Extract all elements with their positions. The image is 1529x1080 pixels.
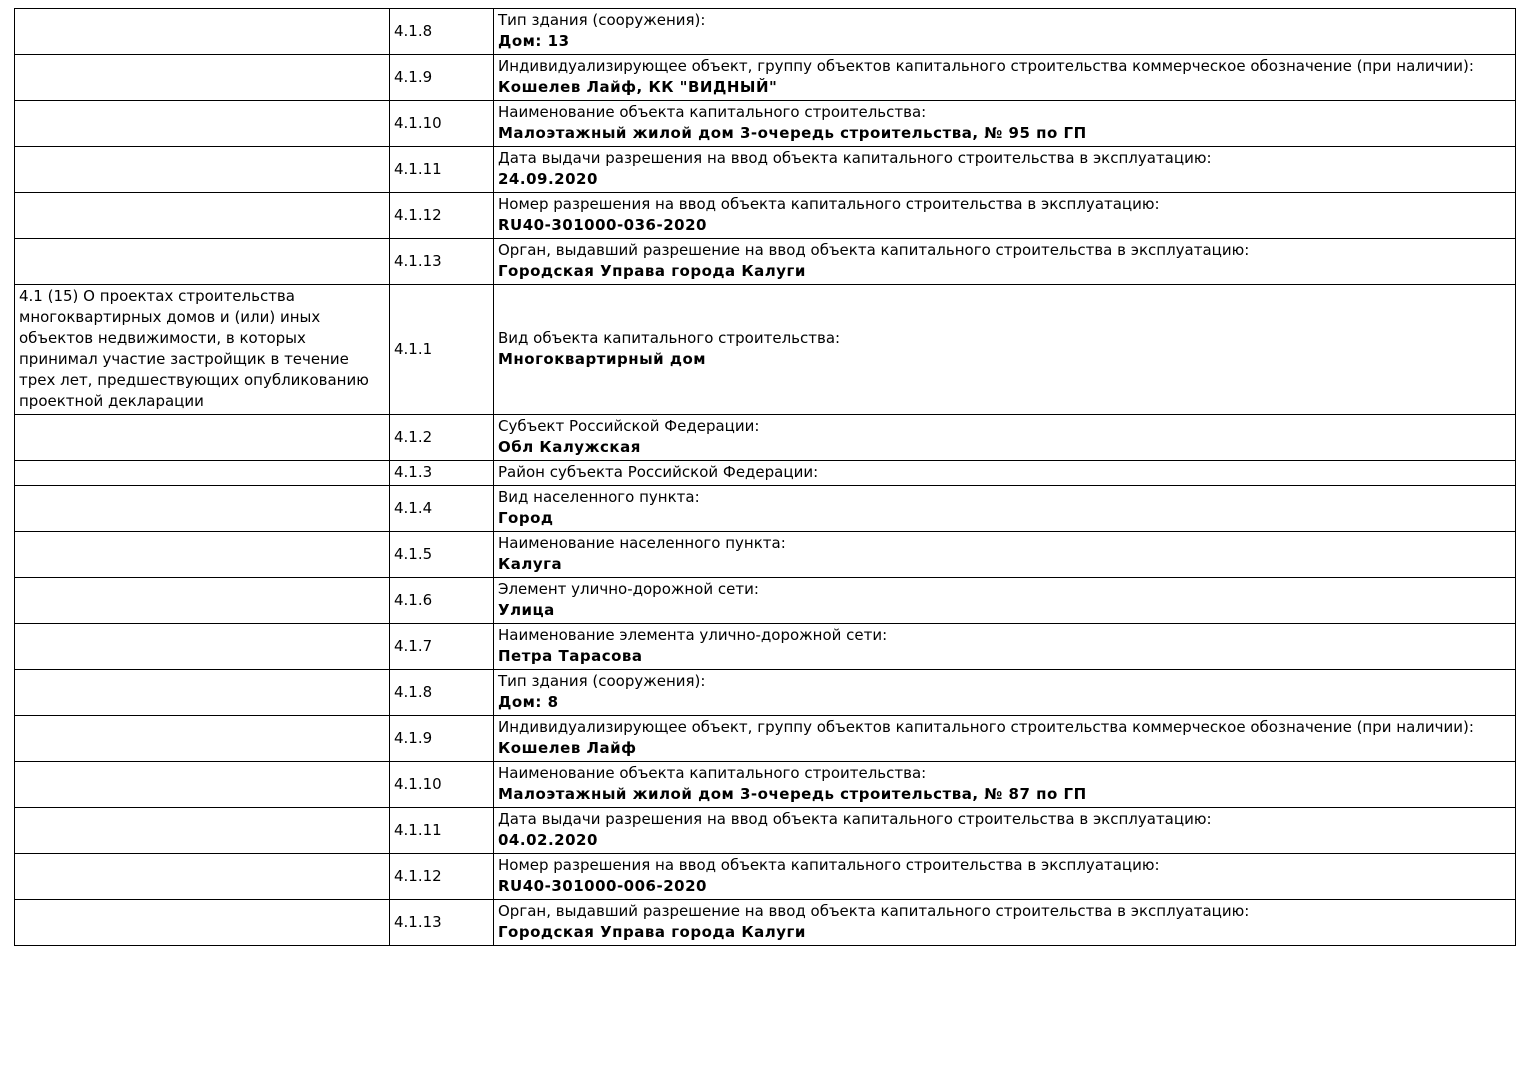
field-value: Город: [498, 509, 554, 527]
code-cell: [390, 578, 494, 624]
field-value: Многоквартирный дом: [498, 350, 707, 368]
section-cell: [15, 716, 390, 762]
field-value: RU40-301000-036-2020: [498, 216, 707, 234]
field-value: Обл Калужская: [498, 438, 641, 456]
field-label: Индивидуализирующее объект, группу объектов капитального строительства коммерческое обозначение (при наличии):: [498, 718, 1474, 736]
field-label: Орган, выдавший разрешение на ввод объекта капитального строительства в эксплуатацию:: [498, 902, 1250, 920]
code-cell: [390, 762, 494, 808]
code-cell: [390, 900, 494, 946]
section-cell: [15, 101, 390, 147]
code-text: 4.1.9: [394, 728, 433, 747]
table-row: [15, 808, 1516, 854]
table-row: [15, 55, 1516, 101]
table-row: [15, 670, 1516, 716]
content-cell: [494, 716, 1516, 762]
field-label: Район субъекта Российской Федерации:: [498, 463, 819, 481]
table-row: [15, 716, 1516, 762]
code-cell: [390, 285, 494, 415]
code-text: 4.1.13: [394, 251, 442, 270]
field-label: Наименование объекта капитального строительства:: [498, 103, 927, 121]
field-value: Дом: 8: [498, 693, 559, 711]
field-label: Орган, выдавший разрешение на ввод объекта капитального строительства в эксплуатацию:: [498, 241, 1250, 259]
table-row: [15, 147, 1516, 193]
field-label: Номер разрешения на ввод объекта капитального строительства в эксплуатацию:: [498, 856, 1160, 874]
code-text: 4.1.4: [394, 498, 433, 517]
code-text: 4.1.11: [394, 159, 442, 178]
content-cell: [494, 285, 1516, 415]
section-cell: [15, 461, 390, 486]
content-cell: [494, 9, 1516, 55]
code-text: 4.1.9: [394, 67, 433, 86]
field-value: 04.02.2020: [498, 831, 598, 849]
section-cell: [15, 762, 390, 808]
section-cell: [15, 9, 390, 55]
field-label: Дата выдачи разрешения на ввод объекта капитального строительства в эксплуатацию:: [498, 149, 1212, 167]
field-label: Элемент улично-дорожной сети:: [498, 580, 759, 598]
table-row: [15, 239, 1516, 285]
code-text: 4.1.8: [394, 682, 433, 701]
table-row: [15, 532, 1516, 578]
code-cell: [390, 532, 494, 578]
field-value: 24.09.2020: [498, 170, 598, 188]
table-row: [15, 624, 1516, 670]
section-cell: [15, 808, 390, 854]
content-cell: [494, 624, 1516, 670]
section-cell: [15, 624, 390, 670]
code-cell: [390, 716, 494, 762]
content-cell: [494, 670, 1516, 716]
table-row: [15, 415, 1516, 461]
field-value: Малоэтажный жилой дом 3-очередь строительства, № 95 по ГП: [498, 124, 1087, 142]
code-text: 4.1.7: [394, 636, 433, 655]
field-value: Улица: [498, 601, 555, 619]
table-row: [15, 9, 1516, 55]
field-label: Тип здания (сооружения):: [498, 11, 706, 29]
code-cell: [390, 55, 494, 101]
field-value: Калуга: [498, 555, 563, 573]
content-cell: [494, 55, 1516, 101]
section-cell: [15, 900, 390, 946]
code-text: 4.1.12: [394, 866, 442, 885]
section-cell: [15, 55, 390, 101]
section-cell: [15, 193, 390, 239]
content-cell: [494, 239, 1516, 285]
field-value: Городская Управа города Калуги: [498, 262, 806, 280]
code-text: 4.1.10: [394, 774, 442, 793]
section-cell: [15, 578, 390, 624]
field-label: Индивидуализирующее объект, группу объектов капитального строительства коммерческое обозначение (при наличии):: [498, 57, 1474, 75]
table-row: [15, 101, 1516, 147]
content-cell: [494, 762, 1516, 808]
code-text: 4.1.8: [394, 21, 433, 40]
project-declaration-table: [14, 8, 1516, 946]
code-cell: [390, 239, 494, 285]
field-value: Городская Управа города Калуги: [498, 923, 806, 941]
content-cell: [494, 808, 1516, 854]
field-value: Петра Тарасова: [498, 647, 643, 665]
field-label: Дата выдачи разрешения на ввод объекта капитального строительства в эксплуатацию:: [498, 810, 1212, 828]
field-label: Вид населенного пункта:: [498, 488, 700, 506]
code-text: 4.1.5: [394, 544, 433, 563]
table-row: [15, 193, 1516, 239]
code-cell: [390, 670, 494, 716]
table-row: [15, 578, 1516, 624]
field-label: Наименование населенного пункта:: [498, 534, 786, 552]
table-row: [15, 900, 1516, 946]
section-cell: [15, 239, 390, 285]
code-cell: [390, 101, 494, 147]
code-cell: [390, 486, 494, 532]
content-cell: [494, 147, 1516, 193]
code-text: 4.1.1: [394, 339, 433, 358]
section-cell: [15, 670, 390, 716]
code-text: 4.1.3: [394, 463, 433, 481]
table-row: [15, 461, 1516, 486]
field-label: Субъект Российской Федерации:: [498, 417, 760, 435]
section-cell: [15, 147, 390, 193]
table-body: [15, 9, 1516, 946]
table-row: [15, 854, 1516, 900]
code-cell: [390, 854, 494, 900]
code-text: 4.1.6: [394, 590, 433, 609]
field-value: Кошелев Лайф, КК "ВИДНЫЙ": [498, 78, 778, 96]
field-label: Вид объекта капитального строительства:: [498, 329, 841, 347]
content-cell: [494, 101, 1516, 147]
field-label: Наименование объекта капитального строительства:: [498, 764, 927, 782]
table-row: [15, 285, 1516, 415]
content-cell: [494, 900, 1516, 946]
section-cell: [15, 532, 390, 578]
code-cell: [390, 9, 494, 55]
field-value: RU40-301000-006-2020: [498, 877, 707, 895]
content-cell: [494, 461, 1516, 486]
code-text: 4.1.13: [394, 912, 442, 931]
section-text: 4.1 (15) О проектах строительства многоквартирных домов и (или) иных объектов недвижимости, в которых принимал участие застройщик в течение трех лет, предшествующих опубликованию проектной декларации: [19, 287, 369, 410]
code-cell: [390, 461, 494, 486]
table-row: [15, 486, 1516, 532]
section-cell: [15, 854, 390, 900]
field-label: Номер разрешения на ввод объекта капитального строительства в эксплуатацию:: [498, 195, 1160, 213]
field-value: Малоэтажный жилой дом 3-очередь строительства, № 87 по ГП: [498, 785, 1087, 803]
code-text: 4.1.2: [394, 427, 433, 446]
section-cell: [15, 285, 390, 415]
content-cell: [494, 415, 1516, 461]
field-value: Дом: 13: [498, 32, 570, 50]
content-cell: [494, 193, 1516, 239]
code-cell: [390, 624, 494, 670]
field-value: Кошелев Лайф: [498, 739, 637, 757]
code-text: 4.1.10: [394, 113, 442, 132]
code-cell: [390, 415, 494, 461]
content-cell: [494, 486, 1516, 532]
content-cell: [494, 854, 1516, 900]
code-cell: [390, 193, 494, 239]
code-text: 4.1.12: [394, 205, 442, 224]
code-text: 4.1.11: [394, 820, 442, 839]
code-cell: [390, 147, 494, 193]
content-cell: [494, 578, 1516, 624]
field-label: Наименование элемента улично-дорожной сети:: [498, 626, 888, 644]
content-cell: [494, 532, 1516, 578]
section-cell: [15, 415, 390, 461]
section-cell: [15, 486, 390, 532]
field-label: Тип здания (сооружения):: [498, 672, 706, 690]
table-row: [15, 762, 1516, 808]
code-cell: [390, 808, 494, 854]
